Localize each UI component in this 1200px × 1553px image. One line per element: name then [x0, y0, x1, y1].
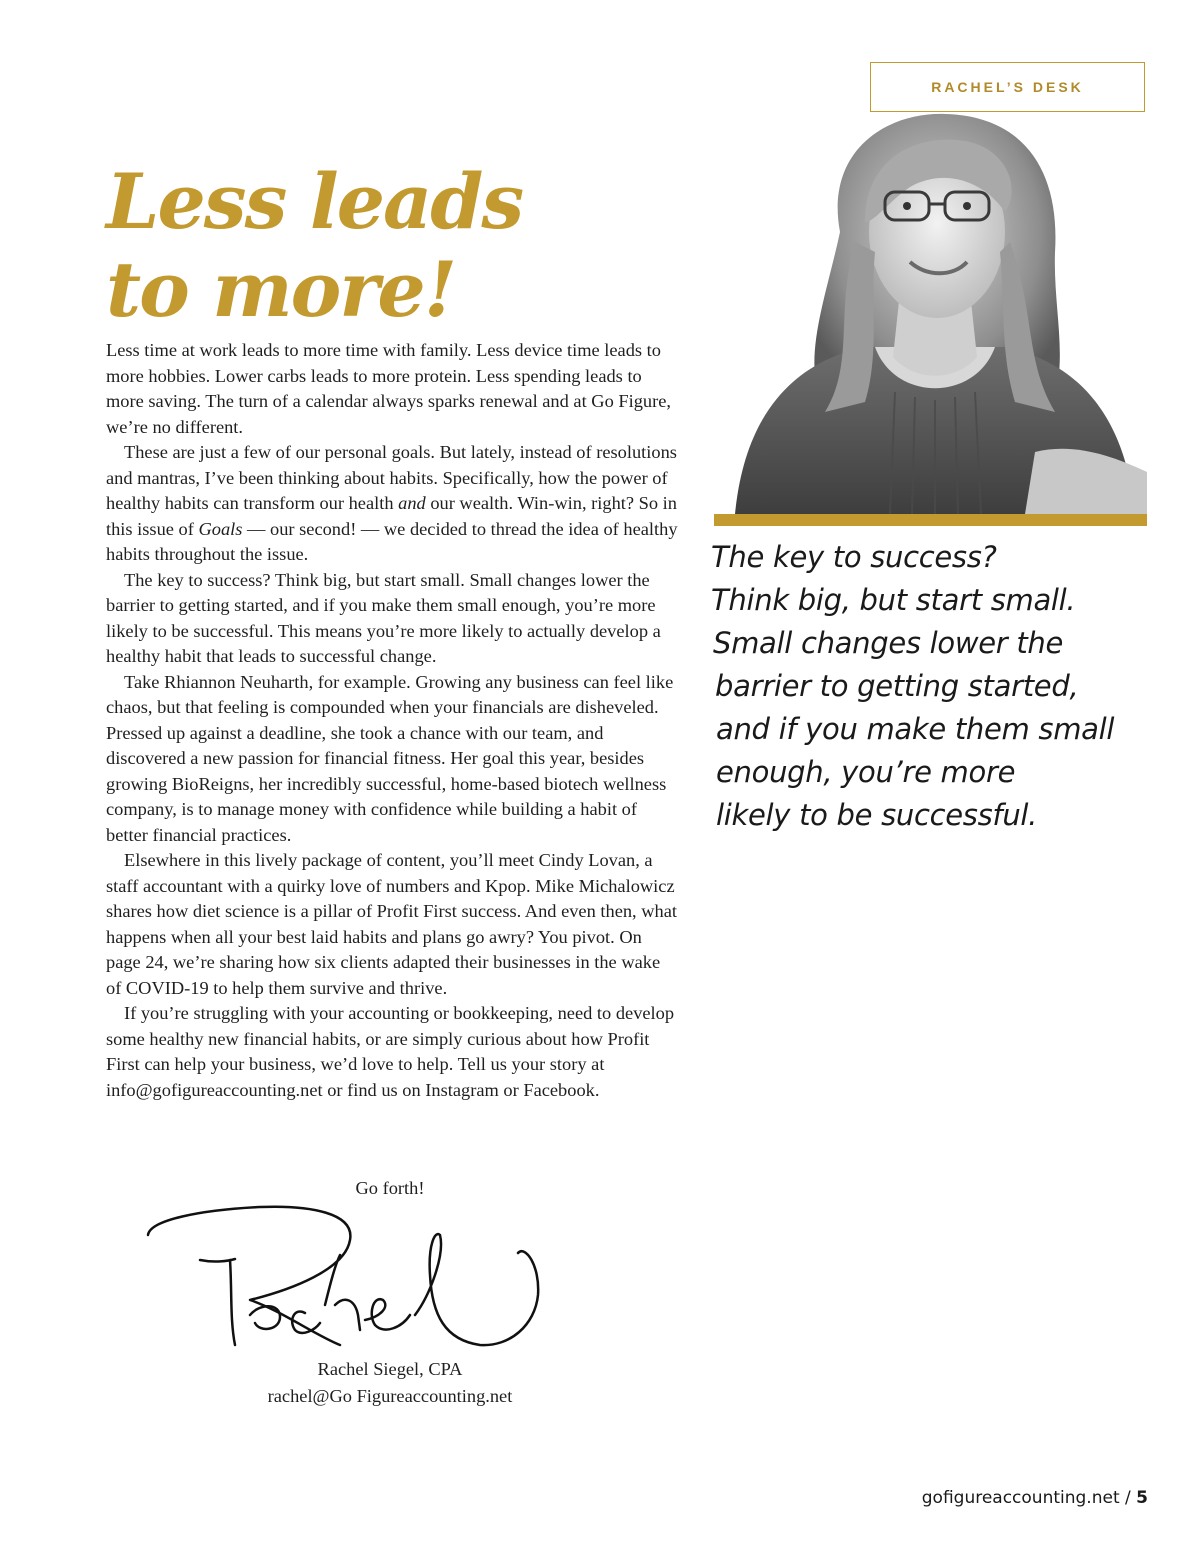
paragraph-5: Elsewhere in this lively package of content, you’ll meet Cindy Lovan, a staff accountant with a quirky love of numbers and Kpop. Mike Michalowicz shares how diet science is a pillar of Profit First success. And even then, what happens when all your best laid habits and plans go awry? You pivot. On page 24, we’re sharing how six clients adapted their businesses in the wake of COVID-19 to help them survive and thrive.	[106, 850, 677, 998]
paragraph-2-part-c: — our second! — we decided to thread the idea of healthy habits throughout the issue.	[106, 518, 678, 564]
signature-email: rachel@Go Figureaccounting.net	[267, 1386, 513, 1406]
pull-quote-line: The key to success?	[711, 540, 997, 574]
paragraph-3: The key to success? Think big, but start small. Small changes lower the barrier to getting started, and if you make them small enough, you’re more likely to be successful. This means you’re more likely to actually develop a healthy habit that leads to successful change.	[106, 569, 661, 666]
paragraph-2-emphasis-goals: Goals	[198, 518, 243, 539]
paragraph-2-part-b: our wealth. Win-win, right? So in this issue of	[106, 493, 677, 539]
photo-gold-rule	[714, 514, 1147, 526]
paragraph-2-part-a: These are just a few of our personal goals. But lately, instead of resolutions and mantras, I’ve been thinking about habits. Specifically, how the power of healthy habits can transform our health	[106, 442, 677, 513]
author-portrait	[705, 112, 1147, 514]
footer-site: gofigureaccounting.net	[921, 1488, 1120, 1508]
paragraph-4: Take Rhiannon Neuharth, for example. Growing any business can feel like chaos, but that feeling is compounded when your financials are disheveled. Pressed up against a deadline, she took a chance with our team, and discovered a new passion for financial fitness. Her goal this year, besides growing BioReigns, her incredibly successful, home-based biotech wellness company, is to manage money with confidence while building a habit of better financial practices.	[106, 671, 674, 845]
section-label: RACHEL’S DESK	[870, 62, 1145, 112]
handwritten-signature	[140, 1185, 560, 1360]
pull-quote-line: Think big, but start small.	[711, 583, 1076, 617]
pull-quote-line: enough, you’re more	[716, 755, 1016, 789]
headline-line-2: to more!	[106, 245, 456, 334]
pull-quote-line: Small changes lower the	[713, 626, 1064, 660]
paragraph-2	[106, 440, 678, 568]
page-footer	[922, 1488, 1148, 1508]
signature-block	[200, 1356, 580, 1410]
paragraph-2-emphasis-and: and	[398, 493, 426, 513]
headline-line-1: Less leads	[106, 157, 523, 246]
footer-separator: /	[1119, 1488, 1137, 1508]
pull-quote-line: barrier to getting started,	[715, 669, 1079, 703]
headline	[106, 158, 666, 334]
page-number: 5	[1136, 1488, 1148, 1508]
paragraph-1: Less time at work leads to more time with family. Less device time leads to more hobbies. Lower carbs leads to more protein. Less spending leads to more saving. The turn of a calendar always sparks renewal and at Go Figure, we’re no different.	[106, 340, 671, 437]
pull-quote-line: likely to be successful.	[716, 798, 1038, 832]
signoff: Go forth!	[355, 1178, 425, 1198]
pull-quote	[711, 536, 1151, 837]
portrait-illustration	[705, 112, 1147, 514]
pull-quote-line: and if you make them small	[716, 712, 1115, 746]
paragraph-6: If you’re struggling with your accounting or bookkeeping, need to develop some healthy new financial habits, or are simply curious about how Profit First can help your business, we’d love to help. Tell us your story at info@gofigureaccounting.net or find us on Instagram or Facebook.	[106, 1003, 675, 1100]
signature-name: Rachel Siegel, CPA	[317, 1359, 463, 1379]
article-body	[106, 338, 678, 1103]
